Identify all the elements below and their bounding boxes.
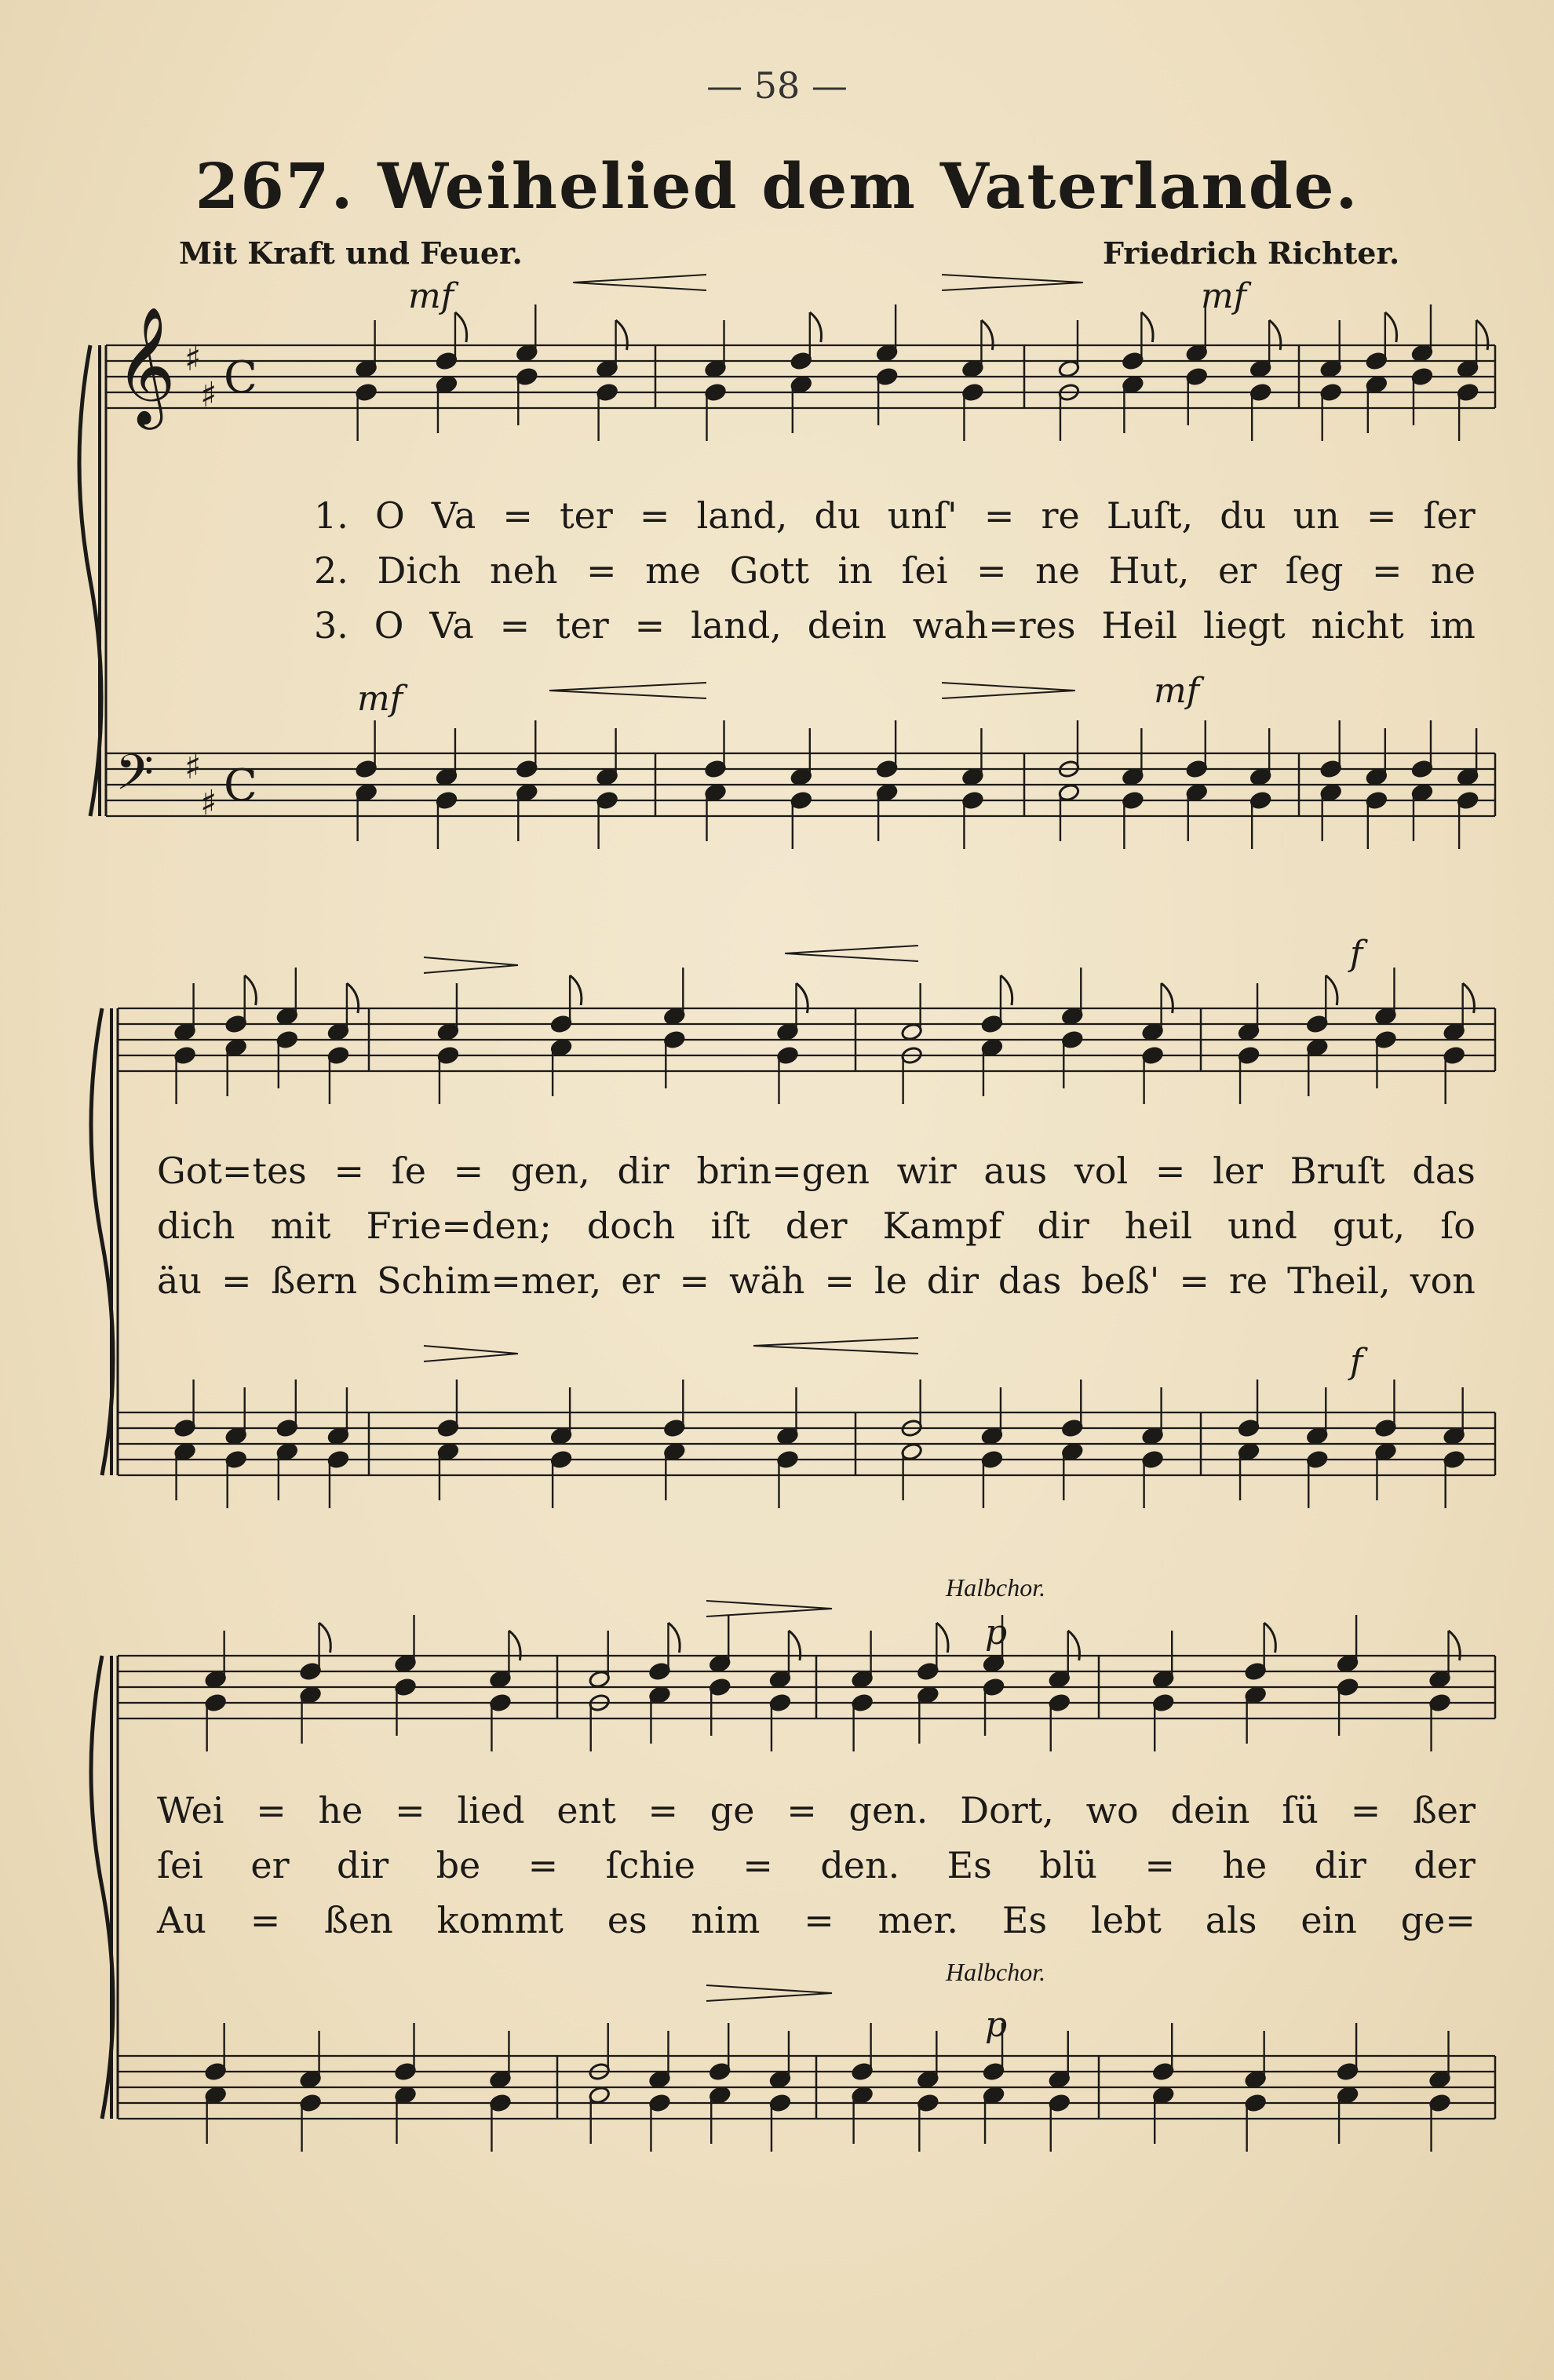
lyric-syllable: beß' [1081, 1259, 1160, 1302]
lyric-syllable: ter [560, 494, 613, 537]
note-flag [1385, 312, 1397, 342]
lyric-syllable: 1. [314, 494, 348, 537]
lyric-syllable: iſt [710, 1205, 750, 1247]
crescendo-hairpin [753, 1338, 918, 1354]
song-title: 267. Weihelied dem Vaterlande. [195, 149, 1359, 223]
lyric-syllable: das [1412, 1150, 1476, 1192]
lyric-syllable: Au [157, 1899, 206, 1941]
lyric-syllable: O [375, 494, 405, 537]
lyric-syllable: und [1228, 1205, 1297, 1247]
lyric-syllable: gen. [848, 1789, 928, 1831]
note-flag [810, 312, 822, 342]
lyrics-s1-verse3 [314, 604, 1476, 647]
lyric-syllable: ßer [1413, 1789, 1476, 1831]
lyric-syllable: 2. [314, 549, 348, 592]
dynamic-f-2: f [1350, 1342, 1363, 1382]
lyric-syllable: = [256, 1789, 286, 1831]
lyric-syllable: = [502, 494, 533, 537]
lyric-syllable: wäh [728, 1259, 805, 1302]
sharp-sign: ♯ [200, 375, 217, 415]
lyric-syllable: ſo [1440, 1205, 1476, 1247]
lyric-syllable: 3. [314, 604, 348, 647]
note-flag [1326, 975, 1337, 1005]
lyric-syllable: ent [556, 1789, 616, 1831]
note-flag [570, 975, 582, 1005]
lyric-syllable: = [976, 549, 1007, 592]
decrescendo-hairpin [942, 275, 1083, 290]
lyric-syllable: Frie=den; [366, 1205, 552, 1247]
lyric-syllable: brin=gen [696, 1150, 870, 1192]
lyric-syllable: = [1179, 1259, 1209, 1302]
lyric-syllable: = [453, 1150, 484, 1192]
lyric-syllable: Va [431, 494, 476, 537]
lyric-syllable: = [983, 494, 1015, 537]
lyric-syllable: re [1228, 1259, 1268, 1302]
lyric-syllable: er [621, 1259, 660, 1302]
dynamic-p-2: p [985, 2005, 1008, 2045]
lyric-syllable: ge [710, 1789, 755, 1831]
lyric-syllable: Es [947, 1844, 992, 1886]
lyric-syllable: wah=res [912, 604, 1076, 647]
lyric-syllable: dein [807, 604, 887, 647]
lyric-syllable: Es [1001, 1899, 1048, 1941]
lyric-syllable: Dort, [960, 1789, 1054, 1831]
lyric-syllable: un [1293, 494, 1340, 537]
lyric-syllable: dir [1314, 1844, 1366, 1886]
lyric-syllable: dir [337, 1844, 389, 1886]
halbchor-label-2: Halbchor. [946, 1958, 1046, 1986]
lyric-syllable: aus [983, 1150, 1048, 1192]
lyric-syllable: ſe [391, 1150, 426, 1192]
lyric-syllable: der [1414, 1844, 1476, 1886]
lyric-syllable: lied [457, 1789, 525, 1831]
lyric-syllable: ter [556, 604, 609, 647]
system-brace [91, 1656, 113, 2119]
lyric-syllable: das [998, 1259, 1062, 1302]
crescendo-hairpin [785, 946, 918, 961]
crescendo-hairpin [573, 275, 706, 290]
note-flag [319, 1623, 331, 1653]
lyrics-s3-verse2 [157, 1844, 1476, 1886]
lyric-syllable: = [824, 1259, 855, 1302]
lyric-syllable: nim [691, 1899, 761, 1941]
lyric-syllable: Kampf [882, 1205, 1002, 1247]
lyric-syllable: gut, [1332, 1205, 1406, 1247]
note-flag [1264, 1623, 1276, 1653]
lyric-syllable: Theil, [1287, 1259, 1391, 1302]
lyric-syllable: mit [270, 1205, 331, 1247]
lyric-syllable: heil [1124, 1205, 1193, 1247]
lyric-syllable: Heil [1101, 604, 1178, 647]
lyric-syllable: lebt [1090, 1899, 1162, 1941]
lyric-syllable: = [639, 494, 670, 537]
tempo-marking: Mit Kraft und Feuer. [179, 235, 523, 271]
sharp-sign: ♯ [184, 747, 202, 787]
composer-name: Friedrich Richter. [1103, 235, 1400, 271]
note-flag [936, 1623, 948, 1653]
lyrics-s2-verse1 [157, 1150, 1476, 1192]
lyric-syllable: ne [1431, 549, 1476, 592]
lyric-syllable: in [837, 549, 873, 592]
decrescendo-hairpin [424, 1346, 518, 1361]
lyric-syllable: von [1410, 1259, 1476, 1302]
decrescendo-hairpin [424, 957, 518, 973]
note-flag [245, 975, 257, 1005]
dynamic-mf-1: mf [408, 276, 454, 316]
sharp-sign: ♯ [184, 339, 202, 379]
decrescendo-hairpin [942, 683, 1075, 698]
lyric-syllable: ßen [324, 1899, 393, 1941]
lyric-syllable: dir [617, 1150, 669, 1192]
system-brace [79, 345, 101, 816]
lyric-syllable: ge= [1400, 1899, 1476, 1941]
note-flag [1001, 975, 1012, 1005]
dynamic-mf-2: mf [1201, 276, 1247, 316]
lyric-syllable: = [221, 1259, 252, 1302]
lyric-syllable: dein [1170, 1789, 1250, 1831]
lyric-syllable: = [742, 1844, 773, 1886]
note-flag [1141, 312, 1153, 342]
lyric-syllable: gen, [510, 1150, 590, 1192]
dynamic-f-1: f [1350, 934, 1363, 974]
lyric-syllable: dich [157, 1205, 235, 1247]
lyric-syllable: ne [1035, 549, 1080, 592]
lyric-syllable: wo [1085, 1789, 1139, 1831]
lyric-syllable: = [334, 1150, 365, 1192]
lyric-syllable: der [785, 1205, 848, 1247]
lyric-syllable: = [1144, 1844, 1175, 1886]
dynamic-p-1: p [985, 1613, 1008, 1653]
note-flag [455, 312, 467, 342]
lyric-syllable: dir [1037, 1205, 1089, 1247]
lyric-syllable: ſü [1282, 1789, 1319, 1831]
lyric-syllable: Bruſt [1290, 1150, 1385, 1192]
lyric-syllable: = [586, 549, 617, 592]
lyric-syllable: = [250, 1899, 281, 1941]
lyric-syllable: Gott [729, 549, 809, 592]
lyric-syllable: er [250, 1844, 290, 1886]
lyric-syllable: he [1222, 1844, 1268, 1886]
lyric-syllable: den. [820, 1844, 900, 1886]
lyric-syllable: O [374, 604, 404, 647]
lyric-syllable: ſei [901, 549, 948, 592]
lyric-syllable: he [318, 1789, 363, 1831]
lyric-syllable: = [804, 1899, 834, 1941]
lyric-syllable: er [1217, 549, 1257, 592]
lyric-syllable: Got=tes [157, 1150, 307, 1192]
crescendo-hairpin [549, 683, 706, 698]
lyric-syllable: du [814, 494, 861, 537]
lyric-syllable: ſeg [1285, 549, 1344, 592]
decrescendo-hairpin [706, 1601, 832, 1616]
lyric-syllable: vol [1074, 1150, 1129, 1192]
lyric-syllable: Wei [157, 1789, 224, 1831]
lyrics-s2-verse2 [157, 1205, 1476, 1247]
lyric-syllable: land, [696, 494, 788, 537]
lyric-syllable: nicht [1311, 604, 1404, 647]
lyric-syllable: = [786, 1789, 817, 1831]
lyrics-s2-verse3 [157, 1259, 1476, 1302]
lyric-syllable: Va [429, 604, 474, 647]
lyric-syllable: Luſt, [1106, 494, 1194, 537]
lyric-syllable: = [499, 604, 531, 647]
lyric-syllable: ſchie [605, 1844, 695, 1886]
lyric-syllable: ler [1213, 1150, 1264, 1192]
lyric-syllable: wir [896, 1150, 957, 1192]
lyric-syllable: be [436, 1844, 481, 1886]
lyric-syllable: ein [1300, 1899, 1357, 1941]
system-brace [91, 1008, 113, 1475]
lyric-syllable: ſei [157, 1844, 203, 1886]
lyric-syllable: neh [490, 549, 558, 592]
lyric-syllable: du [1220, 494, 1267, 537]
lyric-syllable: als [1205, 1899, 1257, 1941]
note-flag [668, 1623, 680, 1653]
time-signature: C [224, 352, 257, 403]
lyric-syllable: im [1429, 604, 1476, 647]
lyric-syllable: Hut, [1108, 549, 1190, 592]
lyric-syllable: kommt [436, 1899, 564, 1941]
lyrics-s1-verse2 [314, 549, 1476, 592]
lyrics-s1-verse1 [314, 494, 1476, 537]
lyric-syllable: = [1371, 549, 1403, 592]
lyric-syllable: ßern [271, 1259, 358, 1302]
lyric-syllable: blü [1039, 1844, 1098, 1886]
lyric-syllable: äu [157, 1259, 202, 1302]
lyric-syllable: = [395, 1789, 425, 1831]
lyric-syllable: = [679, 1259, 710, 1302]
lyric-syllable: = [1366, 494, 1397, 537]
decrescendo-hairpin [706, 1985, 832, 2001]
lyric-syllable: = [648, 1789, 678, 1831]
lyric-syllable: = [634, 604, 666, 647]
lyrics-s3-verse1 [157, 1789, 1476, 1831]
lyrics-s3-verse3 [157, 1899, 1476, 1941]
lyric-syllable: re [1041, 494, 1080, 537]
lyric-syllable: es [607, 1899, 648, 1941]
sharp-sign: ♯ [200, 783, 217, 823]
lyric-syllable: ſer [1423, 494, 1476, 537]
lyric-syllable: land, [691, 604, 782, 647]
dynamic-mf-3: mf [357, 679, 403, 719]
lyric-syllable: = [527, 1844, 559, 1886]
lyric-syllable: = [1350, 1789, 1381, 1831]
lyric-syllable: Dich [377, 549, 461, 592]
lyric-syllable: mer. [877, 1899, 959, 1941]
lyric-syllable: Schim=mer, [377, 1259, 602, 1302]
lyric-syllable: doch [586, 1205, 676, 1247]
treble-clef: 𝄞 [115, 305, 176, 425]
lyric-syllable: me [645, 549, 701, 592]
halbchor-label-1: Halbchor. [946, 1573, 1046, 1602]
dynamic-mf-4: mf [1154, 671, 1200, 711]
lyric-syllable: liegt [1203, 604, 1286, 647]
lyric-syllable: dir [926, 1259, 979, 1302]
time-signature: C [224, 760, 257, 811]
lyric-syllable: le [874, 1259, 907, 1302]
page-number: — 58 — [706, 64, 848, 107]
bass-clef: 𝄢 [115, 743, 154, 813]
lyric-syllable: = [1155, 1150, 1186, 1192]
lyric-syllable: unſ' [887, 494, 958, 537]
